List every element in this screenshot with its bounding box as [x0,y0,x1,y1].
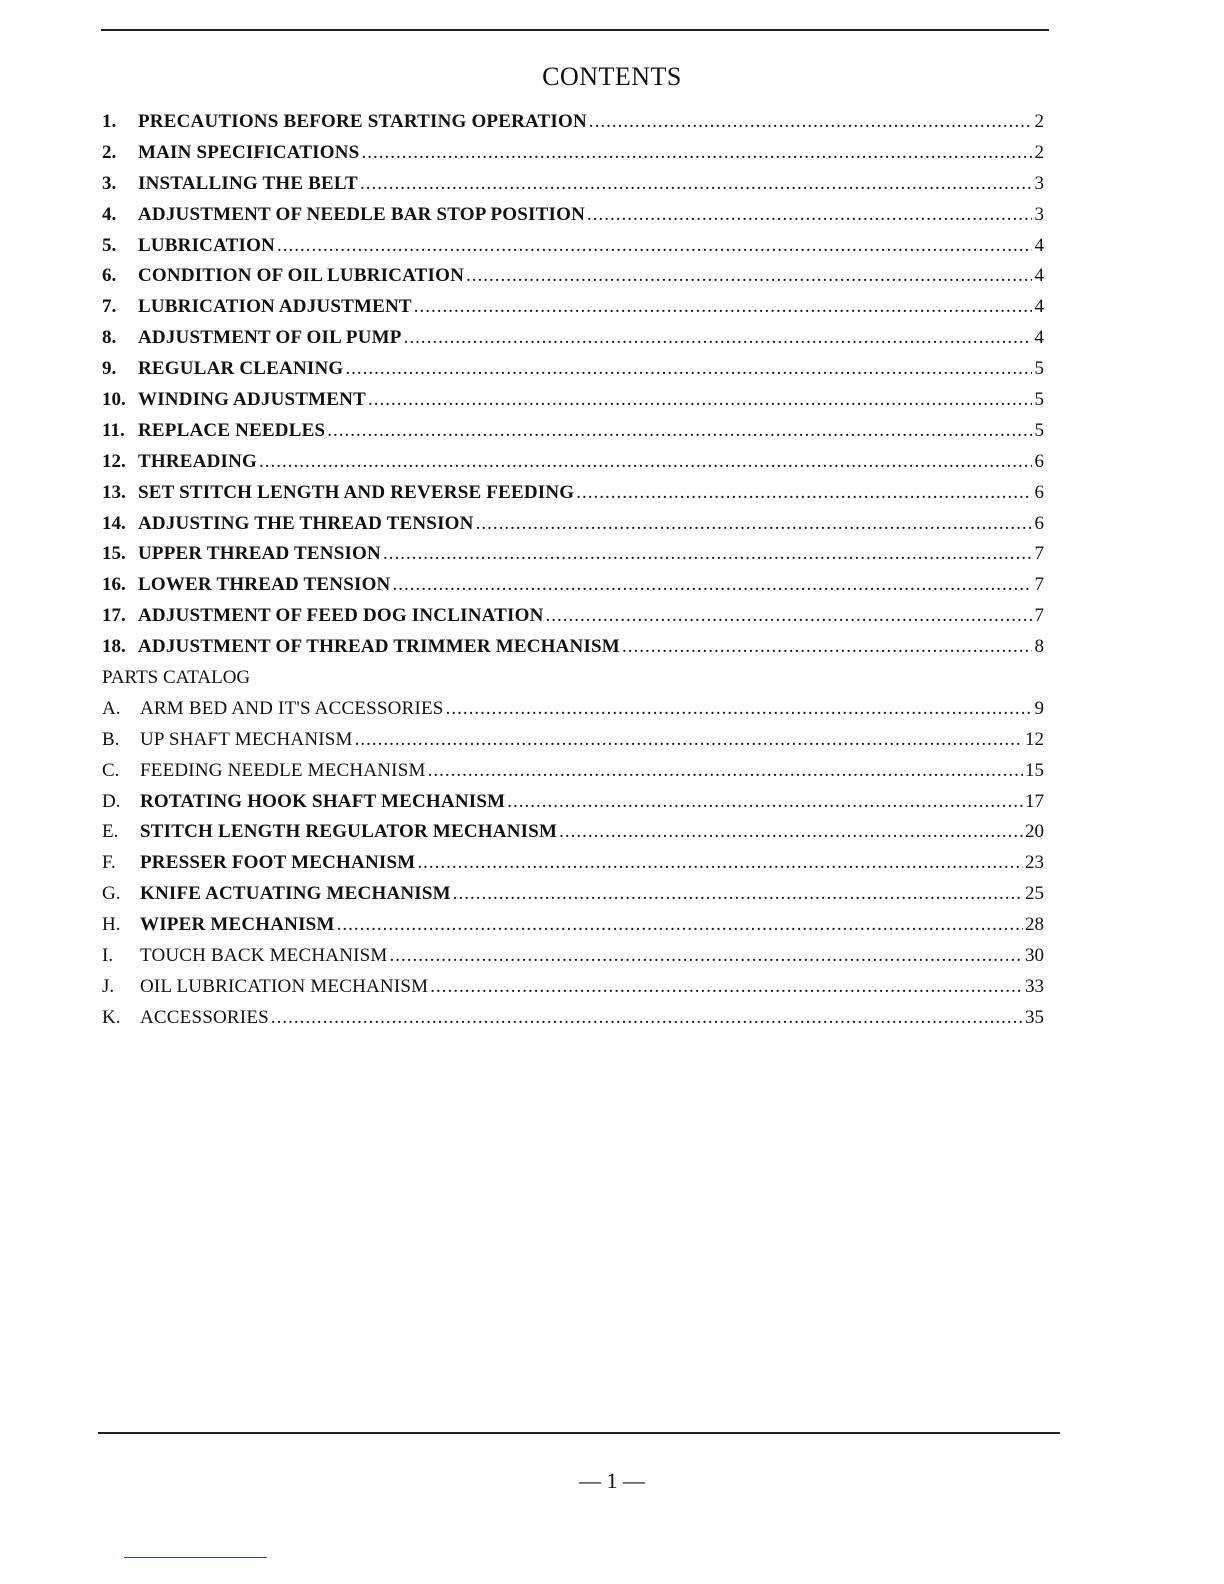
entry-title: THREADING [138,450,257,472]
parts-entries [102,698,1044,1038]
entry-page-number: 5 [1034,358,1044,380]
entry-number: 3. [102,172,117,194]
entry-title: ROTATING HOOK SHAFT MECHANISM [140,790,506,812]
dot-leader [587,204,1032,226]
entry-title: ADJUSTMENT OF OIL PUMP [138,327,402,349]
dot-leader [453,883,1023,905]
entry-title: SET STITCH LENGTH AND REVERSE FEEDING [138,481,575,503]
entry-page-number: 2 [1034,141,1044,163]
toc-entry[interactable] [102,636,1044,667]
entry-title: WIPER MECHANISM [140,914,335,936]
toc-entry[interactable] [102,111,1044,142]
entry-page-number: 30 [1025,945,1044,967]
entry-title: MAIN SPECIFICATIONS [138,141,360,163]
dot-leader [576,482,1032,504]
dot-leader [546,605,1033,627]
entry-title: ADJUSTING THE THREAD TENSION [138,512,474,534]
dot-leader [259,451,1032,473]
entry-page-number: 15 [1025,759,1044,781]
dot-leader [559,821,1023,843]
page-number: — 1 — [579,1468,645,1493]
toc-entry[interactable] [102,389,1044,420]
link-underline [124,1557,267,1558]
dot-leader [361,142,1032,164]
dot-leader [337,914,1023,936]
entry-page-number: 3 [1034,203,1044,225]
entry-title: PRECAUTIONS BEFORE STARTING OPERATION [138,111,587,132]
top-rule [101,29,1049,31]
toc-entries [102,111,1044,667]
entry-page-number: 4 [1034,296,1044,318]
entry-title: ADJUSTMENT OF THREAD TRIMMER MECHANISM [138,636,620,658]
entry-title: REGULAR CLEANING [138,358,344,380]
entry-title: INSTALLING THE BELT [138,172,358,194]
entry-page-number: 6 [1034,481,1044,503]
entry-title: OIL LUBRICATION MECHANISM [140,975,429,997]
entry-page-number: 12 [1025,728,1044,750]
dot-leader [417,852,1023,874]
entry-number: 1. [102,111,117,132]
dot-leader [428,760,1023,782]
entry-number: J. [102,975,115,997]
entry-number: 9. [102,358,117,380]
entry-title: KNIFE ACTUATING MECHANISM [140,883,451,905]
dot-leader [271,1007,1023,1029]
parts-catalog-heading: PARTS CATALOG [102,667,251,689]
toc-entry[interactable] [102,451,1044,482]
parts-entry[interactable] [102,760,1044,791]
entry-number: 11. [102,419,125,441]
entry-page-number: 8 [1034,636,1044,658]
entry-page-number: 4 [1034,234,1044,256]
page-title: CONTENTS [542,62,682,91]
entry-number: 14. [102,512,126,534]
entry-page-number: 6 [1034,450,1044,472]
dot-leader [390,945,1023,967]
entry-page-number: 5 [1034,389,1044,411]
entry-number: I. [102,945,114,967]
entry-title: FEEDING NEEDLE MECHANISM [140,759,426,781]
entry-page-number: 7 [1034,605,1044,627]
entry-number: E. [102,821,119,843]
dot-leader [355,729,1023,751]
entry-page-number: 3 [1034,172,1044,194]
toc-entry[interactable] [102,235,1044,266]
entry-title: ADJUSTMENT OF FEED DOG INCLINATION [138,605,544,627]
entry-title: STITCH LENGTH REGULATOR MECHANISM [140,821,558,843]
entry-page-number: 23 [1025,852,1044,874]
toc-entry[interactable] [102,574,1044,605]
dot-leader [404,327,1032,349]
entry-number: F. [102,852,116,874]
dot-leader [277,235,1032,257]
entry-page-number: 33 [1025,975,1044,997]
toc-entry[interactable] [102,327,1044,358]
entry-number: C. [102,759,120,781]
entry-number: 15. [102,543,126,565]
toc-entry[interactable] [102,204,1044,235]
dot-leader [327,420,1032,442]
entry-page-number: 17 [1025,790,1044,812]
entry-page-number: 2 [1034,111,1044,132]
dot-leader [345,358,1032,380]
parts-entry[interactable] [102,1007,1044,1038]
entry-title: UPPER THREAD TENSION [138,543,381,565]
entry-number: 18. [102,636,126,658]
entry-number: 16. [102,574,126,596]
parts-entry[interactable] [102,698,1044,729]
entry-title: ADJUSTMENT OF NEEDLE BAR STOP POSITION [138,203,585,225]
toc-entry[interactable] [102,543,1044,574]
toc-entry[interactable] [102,142,1044,173]
entry-title: REPLACE NEEDLES [138,419,326,441]
dot-leader [392,574,1032,596]
entry-number: 4. [102,203,117,225]
entry-page-number: 35 [1025,1006,1044,1028]
dot-leader [446,698,1032,720]
entry-title: TOUCH BACK MECHANISM [140,945,388,967]
toc-entry[interactable] [102,605,1044,636]
parts-entry[interactable] [102,852,1044,883]
bottom-rule [98,1432,1060,1434]
entry-number: 7. [102,296,117,318]
entry-title: WINDING ADJUSTMENT [138,389,366,411]
entry-title: ACCESSORIES [140,1006,269,1028]
toc-entry[interactable] [102,358,1044,389]
entry-page-number: 20 [1025,821,1044,843]
toc-entry[interactable] [102,420,1044,451]
parts-entry[interactable] [102,729,1044,760]
parts-entry[interactable] [102,791,1044,822]
dot-leader [589,111,1032,133]
entry-title: LUBRICATION ADJUSTMENT [138,296,412,318]
entry-number: B. [102,728,120,750]
entry-number: 10. [102,389,126,411]
entry-number: K. [102,1006,121,1028]
entry-number: 12. [102,450,126,472]
toc-entry[interactable] [102,265,1044,296]
entry-number: 5. [102,234,117,256]
dot-leader [507,791,1023,813]
dot-leader [622,636,1032,658]
entry-title: PRESSER FOOT MECHANISM [140,852,416,874]
entry-page-number: 25 [1025,883,1044,905]
parts-entry[interactable] [102,914,1044,945]
entry-title: LUBRICATION [138,234,275,256]
toc-entry[interactable] [102,513,1044,544]
entry-number: 17. [102,605,126,627]
parts-entry[interactable] [102,976,1044,1007]
dot-leader [430,976,1023,998]
table-of-contents [102,111,1044,1038]
dot-leader [383,543,1032,565]
entry-page-number: 28 [1025,914,1044,936]
entry-page-number: 5 [1034,419,1044,441]
entry-page-number: 9 [1034,697,1044,719]
parts-entry[interactable] [102,883,1044,914]
parts-entry[interactable] [102,821,1044,852]
entry-title: LOWER THREAD TENSION [138,574,391,596]
dot-leader [360,173,1032,195]
entry-page-number: 7 [1034,543,1044,565]
toc-entry[interactable] [102,482,1044,513]
dot-leader [368,389,1032,411]
dot-leader [414,296,1032,318]
entry-number: D. [102,790,121,812]
dot-leader [466,265,1032,287]
entry-number: G. [102,883,121,905]
dot-leader [476,513,1032,535]
entry-number: 13. [102,481,126,503]
entry-title: UP SHAFT MECHANISM [140,728,353,750]
entry-number: A. [102,697,121,719]
entry-page-number: 4 [1034,327,1044,349]
toc-entry[interactable] [102,173,1044,204]
entry-number: H. [102,914,121,936]
entry-number: 8. [102,327,117,349]
entry-number: 2. [102,141,117,163]
entry-number: 6. [102,265,117,287]
entry-title: ARM BED AND IT'S ACCESSORIES [140,697,444,719]
toc-entry[interactable] [102,296,1044,327]
entry-page-number: 6 [1034,512,1044,534]
entry-page-number: 7 [1034,574,1044,596]
entry-page-number: 4 [1034,265,1044,287]
entry-title: CONDITION OF OIL LUBRICATION [138,265,465,287]
parts-entry[interactable] [102,945,1044,976]
